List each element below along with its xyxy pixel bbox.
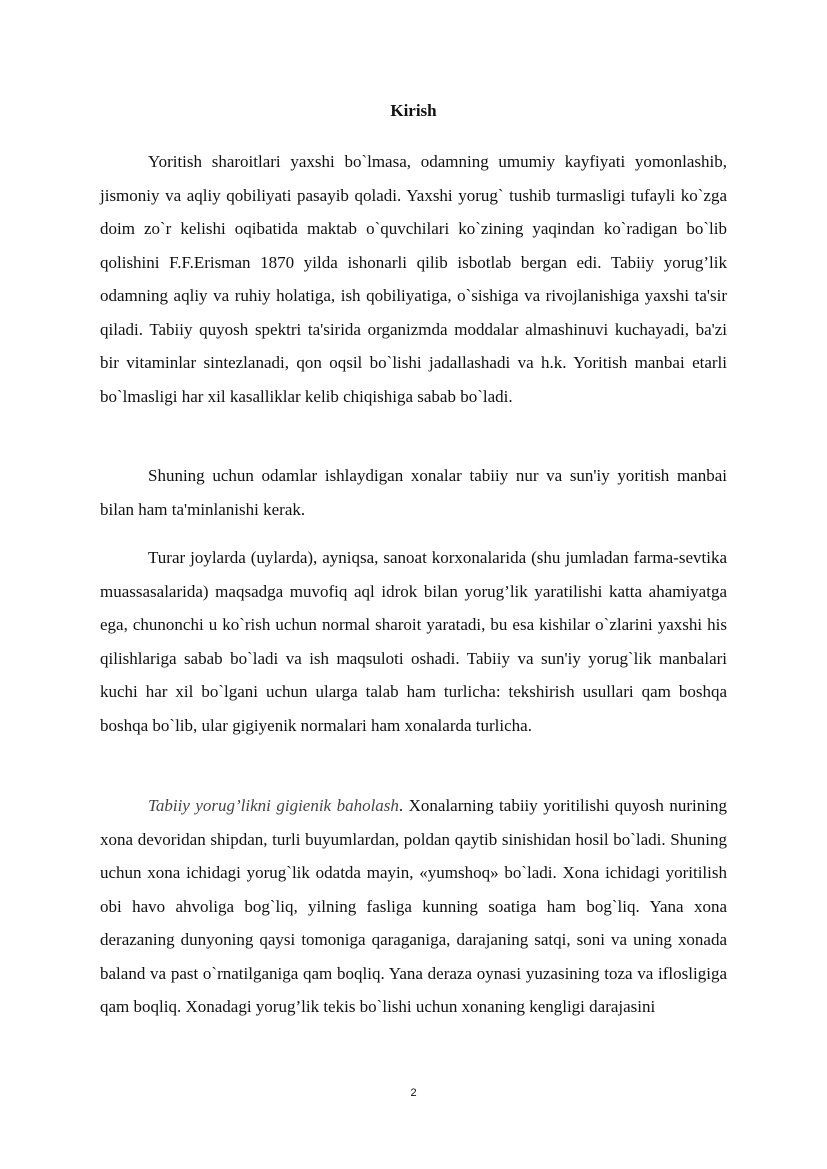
paragraph-text: Yoritish sharoitlari yaxshi bo`lmasa, odamning umumiy kayfiyati yomonlashib, jismoniy va aqliy qobiliyati pasayib qoladi. Yaxshi yorug` tushib turmasligi tufayli ko`zga doim zo`r kelishi oqibatida maktab o`quvchilari ko`zining yaqindan ko`radigan bo`lib qolishini F.F.Erisman 1870 yilda ishonarli qilib isbotlab bergan edi. Tabiiy yorug’lik odamning aqliy va ruhiy holatiga, ish qobiliyatiga, o`sishiga va rivojlanishiga yaxshi ta'sir qiladi. Tabiiy quyosh spektri ta'sirida organizmda moddalar almashinuvi kuchayadi, ba'zi bir vitaminlar sintezlanadi, qon oqsil bo`lishi jadallashadi va h.k. Yoritish manbai etarli bo`lmasligi har xil kasalliklar kelib chiqishiga sabab bo`ladi.	[100, 152, 727, 406]
page-title: Kirish	[390, 101, 437, 120]
paragraph	[100, 459, 727, 526]
paragraph-text: Shuning uchun odamlar ishlaydigan xonalar tabiiy nur va sun'iy yoritish manbai bilan ham ta'minlanishi kerak.	[100, 466, 727, 519]
page-number: 2	[410, 1087, 417, 1099]
paragraph-lead-heading: Tabiiy yorug’likni gigienik baholash	[148, 796, 399, 815]
paragraph-text: . Xonalarning tabiiy yoritilishi quyosh nurining xona devoridan shipdan, turli buyumlardan, poldan qaytib sinishidan hosil bo`ladi. Shuning uchun xona ichidagi yorug`lik odatda mayin, «yumshoq» bo`ladi. Xona ichidagi yoritilish obi havo ahvoliga bog`liq, yilning fasliga kunning soatiga ham bog`liq. Yana xona derazaning dunyoning qaysi tomoniga qaraganiga, darajaning satqi, soni va uning xonada baland va past o`rnatilganiga qam boqliq. Yana deraza oynasi yuzasining toza va iflosligiga qam boqliq. Xonadagi yorug’lik tekis bo`lishi uchun xonaning kengligi darajasini	[100, 796, 727, 1016]
paragraph	[100, 541, 727, 742]
paragraph	[100, 789, 727, 1024]
paragraph-text: Turar joylarda (uylarda), ayniqsa, sanoat korxonalarida (shu jumladan farma-sevtika muassasalarida) maqsadga muvofiq aql idrok bilan yorug’lik yaratilishi katta ahamiyatga ega, chunonchi u ko`rish uchun normal sharoit yaratadi, bu esa kishilar o`zlarini yaxshi his qilishlariga sabab bo`ladi va ish maqsuloti oshadi. Tabiiy va sun'iy yorug`lik manbalari kuchi har xil bo`lgani uchun ularga talab ham turlicha: tekshirish usullari qam boshqa boshqa bo`lib, ular gigiyenik normalari ham xonalarda turlicha.	[100, 548, 727, 735]
paragraph	[100, 145, 727, 413]
